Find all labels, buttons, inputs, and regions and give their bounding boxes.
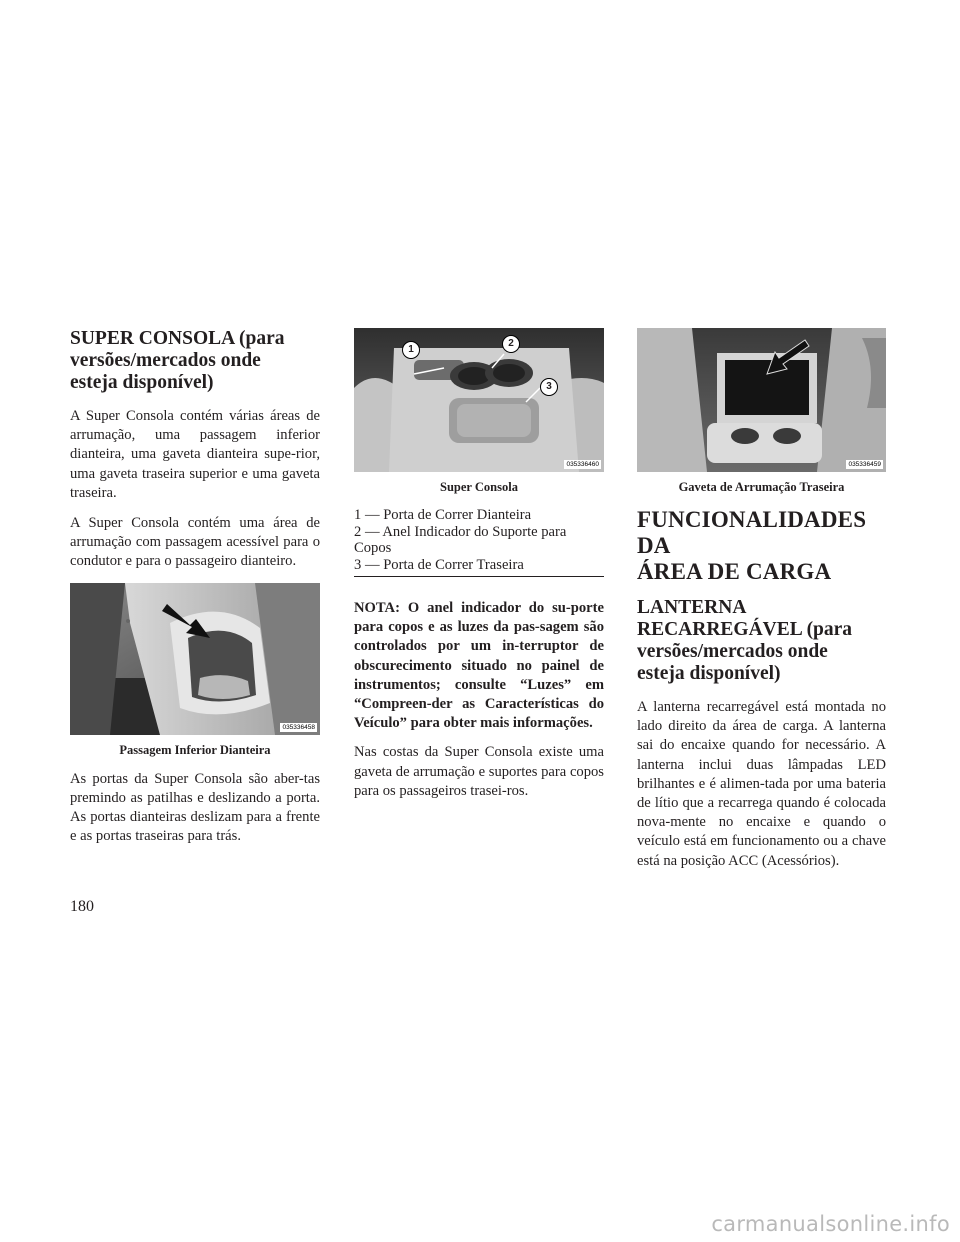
legend-item: 2 — Anel Indicador do Suporte para (354, 523, 567, 540)
callout-3: 3 (540, 378, 558, 396)
legend-item: 1 — Porta de Correr Dianteira (354, 507, 532, 523)
paragraph: As portas da Super Consola são aber-tas premindo as patilhas e deslizando a porta. As portas dianteiras deslizam para a frente e as portas traseiras para trás. (70, 770, 320, 845)
paragraph: Nas costas da Super Consola existe uma gaveta de arrumação e suportes para copos para os passageiros trasei-ros. (354, 744, 604, 799)
column-1 (70, 328, 320, 857)
column-2 (354, 328, 604, 812)
section-heading-super-consola: SUPER CONSOLA (para versões/mercados onde esteja disponível) (70, 328, 285, 393)
note-paragraph: NOTA: O anel indicador do su-porte para copos e as luzes da pas-sagem são controlados por um in-terruptor de obscurecimento situado no painel de instrumentos; consulte “Luzes” em “Compreen-der as Características do Veículo” para obter mais informações. (354, 600, 604, 732)
legend-item: Copos (354, 540, 392, 556)
figure-code: 035336460 (566, 461, 599, 468)
figure-rear-storage-drawer (637, 328, 886, 472)
paragraph: A lanterna recarregável está montada no lado direito da área de carga. A lanterna sai do encaixe quando for necessário. A lanterna inclui duas lâmpadas LED brilhantes e é alimen-tada por uma bateria de lítio que a recarrega quando é colocada nova-mente no encaixe e quando o veículo está em funcionamento ou a chave está na posição ACC (Acessórios). (637, 699, 886, 869)
figure-code: 035336459 (848, 461, 881, 468)
page-number: 180 (70, 898, 94, 915)
figure-caption: Super Consola (440, 480, 518, 494)
figure-code: 035336458 (282, 723, 315, 731)
console-passthrough-photo (70, 583, 320, 735)
section-heading-rechargeable-flashlight: LANTERNA RECARREGÁVEL (para versões/mercados onde esteja disponível) (637, 597, 853, 684)
figure-legend (354, 507, 604, 577)
figure-front-pass-through (70, 583, 320, 735)
super-console-photo (354, 328, 604, 472)
callout-2: 2 (502, 335, 520, 353)
legend-item: 3 — Porta de Correr Traseira (354, 556, 524, 573)
chapter-heading-cargo-area: FUNCIONALIDADES DA ÁREA DE CARGA (637, 507, 867, 584)
paragraph: A Super Consola contém várias áreas de arrumação, uma passagem inferior dianteira, uma gaveta dianteira supe-rior, uma gaveta traseira superior e uma gaveta traseira. (70, 408, 320, 501)
figure-caption: Passagem Inferior Dianteira (119, 742, 271, 757)
watermark: carmanualsonline.info (711, 1212, 950, 1236)
figure-caption: Gaveta de Arrumação Traseira (678, 480, 845, 494)
paragraph: A Super Consola contém uma área de arrumação com passagem acessível para o condutor e para o passageiro dianteiro. (70, 515, 320, 570)
figure-super-console (354, 328, 604, 472)
callout-1: 1 (402, 341, 420, 359)
column-3 (637, 328, 886, 882)
rear-storage-drawer-photo (637, 328, 886, 472)
